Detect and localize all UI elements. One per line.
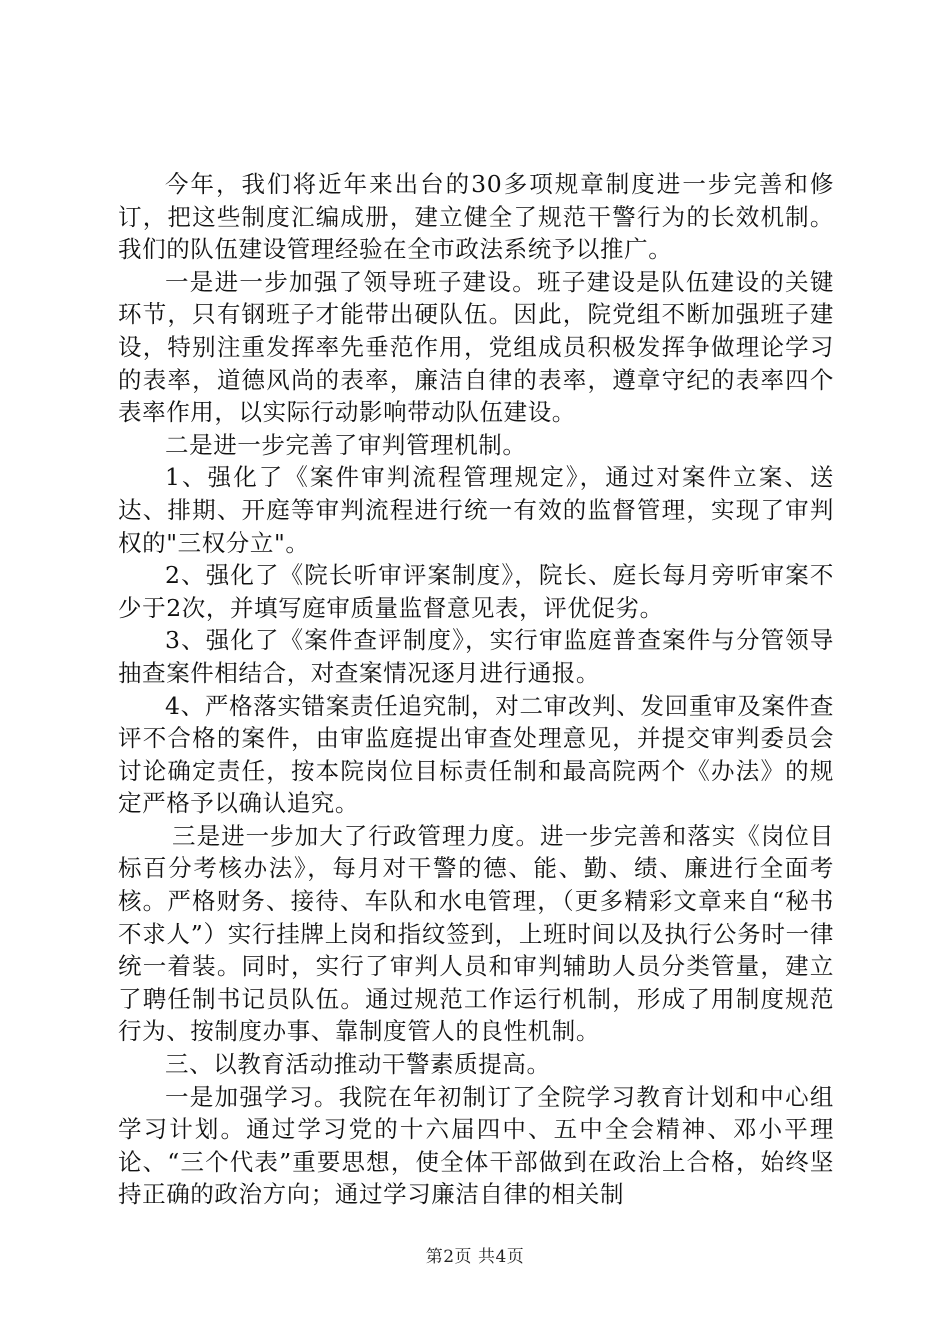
paragraph-administrative-management: 三是进一步加大了行政管理力度。进一步完善和落实《岗位目标百分考核办法》，每月对干警的德、能、勤、绩、廉进行全面考核。严格财务、接待、车队和水电管理，（更多精彩文章来自“秘书不求人”）实行挂牌上岗和指纹签到，上班时间以及执行公务时一律统一着装。同时，实行了审判人员和审判辅助人员分类管量，建立了聘任制书记员队伍。通过规范工作运行机制，形成了用制度规范行为、按制度办事、靠制度管人的良性机制。 xyxy=(118,821,834,1046)
paragraph-regulations-summary: 今年，我们将近年来出台的30多项规章制度进一步完善和修订，把这些制度汇编成册，建立健全了规范干警行为的长效机制。我们的队伍建设管理经验在全市政法系统予以推广。 xyxy=(118,170,834,264)
paragraph-item-4: 4、严格落实错案责任追究制，对二审改判、发回重审及案件查评不合格的案件，由审监庭提出审查处理意见，并提交审判委员会讨论确定责任，按本院岗位目标责任制和最高院两个《办法》的规定严格予以确认追究。 xyxy=(118,691,834,818)
document-body xyxy=(118,168,834,1211)
page-number-footer: 第2页 共4页 xyxy=(425,1247,525,1267)
paragraph-item-2: 2、强化了《院长听审评案制度》，院长、庭长每月旁听审案不少于2次，并填写庭审质量监督意见表，评优促劣。 xyxy=(118,561,834,622)
paragraph-strengthen-learning: 一是加强学习。我院在年初制订了全院学习教育计划和中心组学习计划。通过学习党的十六届四中、五中全会精神、邓小平理论、“三个代表”重要思想，使全体干部做到在政治上合格，始终坚持正确的政治方向；通过学习廉洁自律的相关制 xyxy=(118,1082,834,1209)
paragraph-item-3: 3、强化了《案件查评制度》，实行审监庭普查案件与分管领导抽查案件相结合，对查案情况逐月进行通报。 xyxy=(118,626,834,687)
paragraph-education-heading: 三、以教育活动推动干警素质提高。 xyxy=(165,1050,551,1079)
paragraph-leadership-team: 一是进一步加强了领导班子建设。班子建设是队伍建设的关键环节，只有钢班子才能带出硬队伍。因此，院党组不断加强班子建设，特别注重发挥率先垂范作用，党组成员积极发挥争做理论学习的表率，道德风尚的表率，廉洁自律的表率，遵章守纪的表率四个表率作用，以实际行动影响带动队伍建设。 xyxy=(118,267,834,427)
paragraph-item-1: 1、强化了《案件审判流程管理规定》，通过对案件立案、送达、排期、开庭等审判流程进行统一有效的监督管理，实现了审判权的"三权分立"。 xyxy=(118,463,834,557)
paragraph-trial-management-heading: 二是进一步完善了审判管理机制。 xyxy=(165,430,527,459)
